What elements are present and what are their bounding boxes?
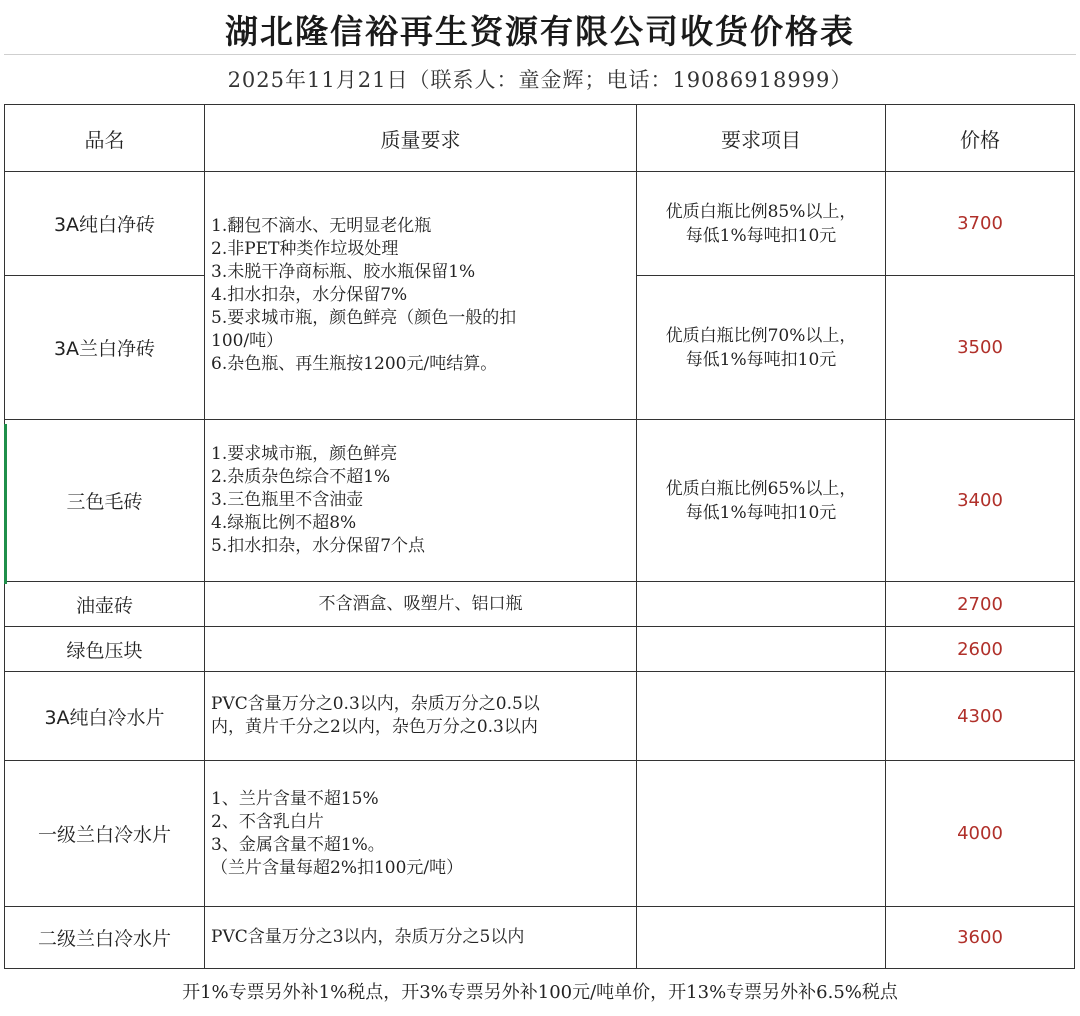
product-name: 一级兰白冷水片 <box>5 761 205 907</box>
price-value: 4000 <box>886 761 1075 907</box>
header-items: 要求项目 <box>637 105 886 172</box>
price-sheet <box>4 4 1076 1012</box>
price-value: 2600 <box>886 627 1075 672</box>
product-name: 三色毛砖 <box>5 420 205 582</box>
product-name: 3A兰白净砖 <box>5 276 205 420</box>
requirement-items: 优质白瓶比例65%以上， 每低1%每吨扣10元 <box>637 420 886 582</box>
quality-erji-lengshui: PVC含量万分之3以内，杂质万分之5以内 <box>205 907 637 969</box>
selection-accent-bar <box>4 424 7 584</box>
header-name: 品名 <box>5 105 205 172</box>
requirement-items: 优质白瓶比例70%以上， 每低1%每吨扣10元 <box>637 276 886 420</box>
product-name: 二级兰白冷水片 <box>5 907 205 969</box>
price-value: 3400 <box>886 420 1075 582</box>
product-name: 3A纯白净砖 <box>5 172 205 276</box>
product-name: 油壶砖 <box>5 582 205 627</box>
product-name: 3A纯白冷水片 <box>5 672 205 761</box>
tax-note-footer: 开1%专票另外补1%税点，开3%专票另外补100元/吨单价，开13%专票另外补6.5%税点 <box>182 982 898 1003</box>
quality-sanse: 1.要求城市瓶，颜色鲜亮 2.杂质杂色综合不超1% 3.三色瓶里不含油壶 4.绿瓶比例不超8% 5.扣水扣杂，水分保留7个点 <box>205 420 637 582</box>
requirement-items-empty <box>637 761 886 907</box>
quality-chunbai-lengshui: PVC含量万分之0.3以内，杂质万分之0.5以 内，黄片千分之2以内，杂色万分之0.3以内 <box>205 672 637 761</box>
product-name: 绿色压块 <box>5 627 205 672</box>
page-title: 湖北隆信裕再生资源有限公司收货价格表 <box>4 4 1076 55</box>
quality-yiji-lengshui: 1、兰片含量不超15% 2、不含乳白片 3、金属含量不超1%。 （兰片含量每超2%扣100元/吨） <box>205 761 637 907</box>
price-value: 3600 <box>886 907 1075 969</box>
requirement-items-empty <box>637 672 886 761</box>
requirement-items: 优质白瓶比例85%以上， 每低1%每吨扣10元 <box>637 172 886 276</box>
quality-group1: 1.翻包不滴水、无明显老化瓶 2.非PET种类作垃圾处理 3.未脱干净商标瓶、胶水瓶保留1% 4.扣水扣杂，水分保留7% 5.要求城市瓶，颜色鲜亮（颜色一般的扣 100/吨） 6.杂色瓶、再生瓶按1200元/吨结算。 <box>205 172 637 420</box>
price-value: 3500 <box>886 276 1075 420</box>
requirement-items-empty <box>637 907 886 969</box>
requirement-items-empty <box>637 582 886 627</box>
table-row <box>5 627 1075 672</box>
price-value: 4300 <box>886 672 1075 761</box>
table-row <box>5 172 1075 276</box>
price-value: 3700 <box>886 172 1075 276</box>
quality-youhu: 不含酒盒、吸塑片、铝口瓶 <box>205 582 637 627</box>
table-row <box>5 907 1075 969</box>
price-table <box>4 104 1075 969</box>
header-quality: 质量要求 <box>205 105 637 172</box>
page-subtitle: 2025年11月21日（联系人：童金辉；电话：19086918999） <box>227 68 853 92</box>
quality-empty <box>205 627 637 672</box>
requirement-items-empty <box>637 627 886 672</box>
table-row <box>5 672 1075 761</box>
table-row <box>5 420 1075 582</box>
price-value: 2700 <box>886 582 1075 627</box>
table-row <box>5 761 1075 907</box>
table-row <box>5 582 1075 627</box>
header-price: 价格 <box>886 105 1075 172</box>
table-header-row <box>5 105 1075 172</box>
